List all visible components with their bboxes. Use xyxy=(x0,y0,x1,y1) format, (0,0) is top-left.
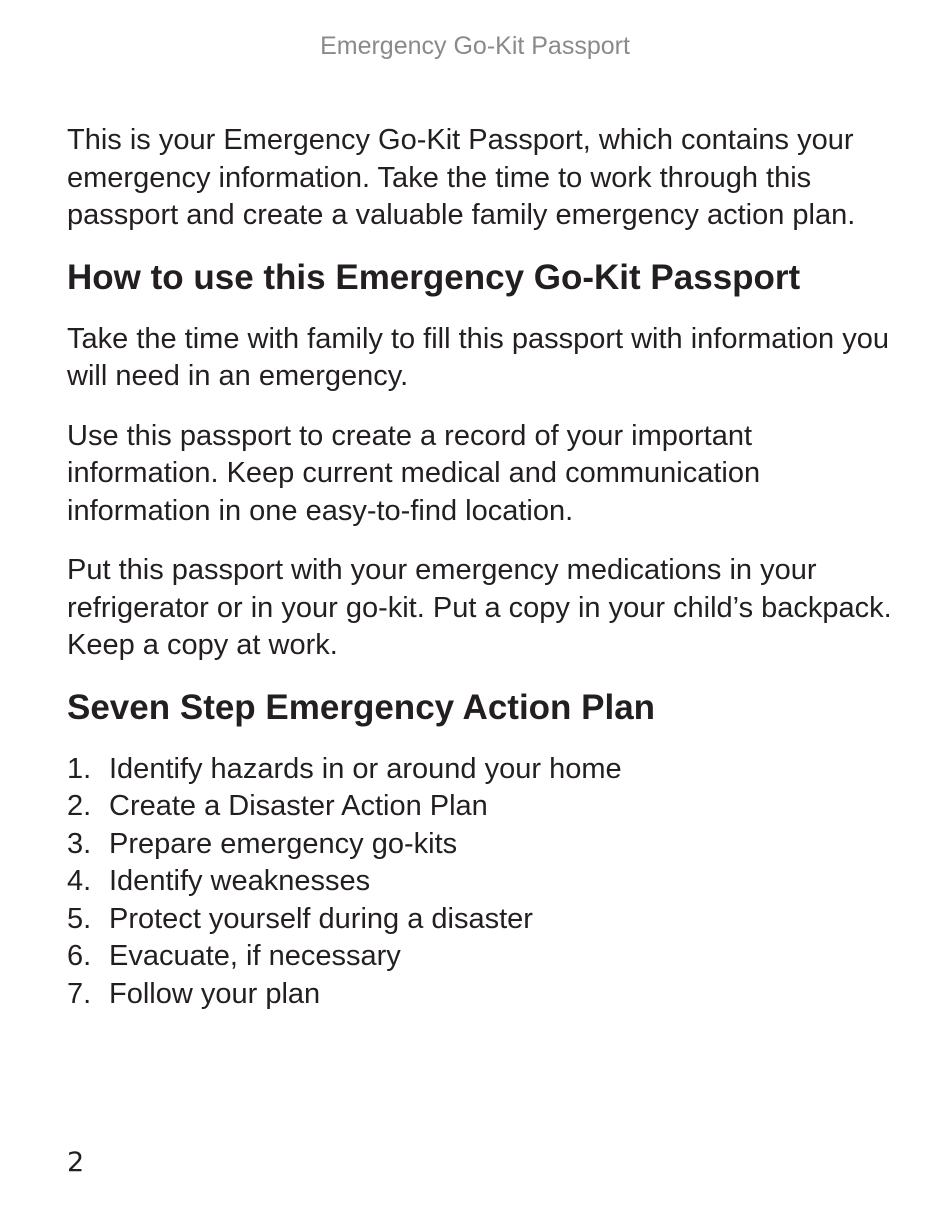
step-text: Evacuate, if necessary xyxy=(109,940,401,972)
step-item xyxy=(67,976,897,1014)
step-item xyxy=(67,788,897,826)
running-header: Emergency Go-Kit Passport xyxy=(320,32,630,60)
step-item xyxy=(67,901,897,939)
step-text: Identify hazards in or around your home xyxy=(109,752,622,785)
action-plan-heading: Seven Step Emergency Action Plan xyxy=(67,687,656,727)
how-to-use-paragraph-1: Take the time with family to fill this passport with information you will need in an emergency. xyxy=(67,322,889,392)
intro-paragraph: This is your Emergency Go-Kit Passport, which contains your emergency information. Take the time to work through this passport and create a valuable family emergency action plan. xyxy=(67,124,856,231)
page-content xyxy=(67,122,897,1013)
action-plan-steps xyxy=(67,751,897,1014)
step-text: Prepare emergency go-kits xyxy=(109,827,458,860)
step-number: 6. xyxy=(67,940,92,972)
step-number: 5. xyxy=(67,902,92,935)
step-number: 1. xyxy=(67,752,92,785)
step-number: 7. xyxy=(67,977,92,1010)
step-item xyxy=(67,863,897,901)
how-to-use-paragraph-3: Put this passport with your emergency medications in your refrigerator or in your go-kit. Put a copy in your child’s backpack. Keep a copy at work. xyxy=(67,554,892,661)
step-number: 3. xyxy=(67,827,92,860)
step-text: Identify weaknesses xyxy=(109,865,371,897)
step-text: Create a Disaster Action Plan xyxy=(109,790,488,822)
step-item xyxy=(67,751,897,789)
page-number: 2 xyxy=(67,1147,85,1178)
step-item xyxy=(67,938,897,976)
step-text: Follow your plan xyxy=(109,977,321,1010)
step-item xyxy=(67,826,897,864)
step-text: Protect yourself during a disaster xyxy=(109,902,533,935)
step-number: 4. xyxy=(67,865,92,897)
how-to-use-paragraph-2: Use this passport to create a record of your important information. Keep current medical and communication information in one easy-to-find location. xyxy=(67,419,761,527)
how-to-use-heading: How to use this Emergency Go-Kit Passport xyxy=(67,257,801,297)
step-number: 2. xyxy=(67,790,92,822)
